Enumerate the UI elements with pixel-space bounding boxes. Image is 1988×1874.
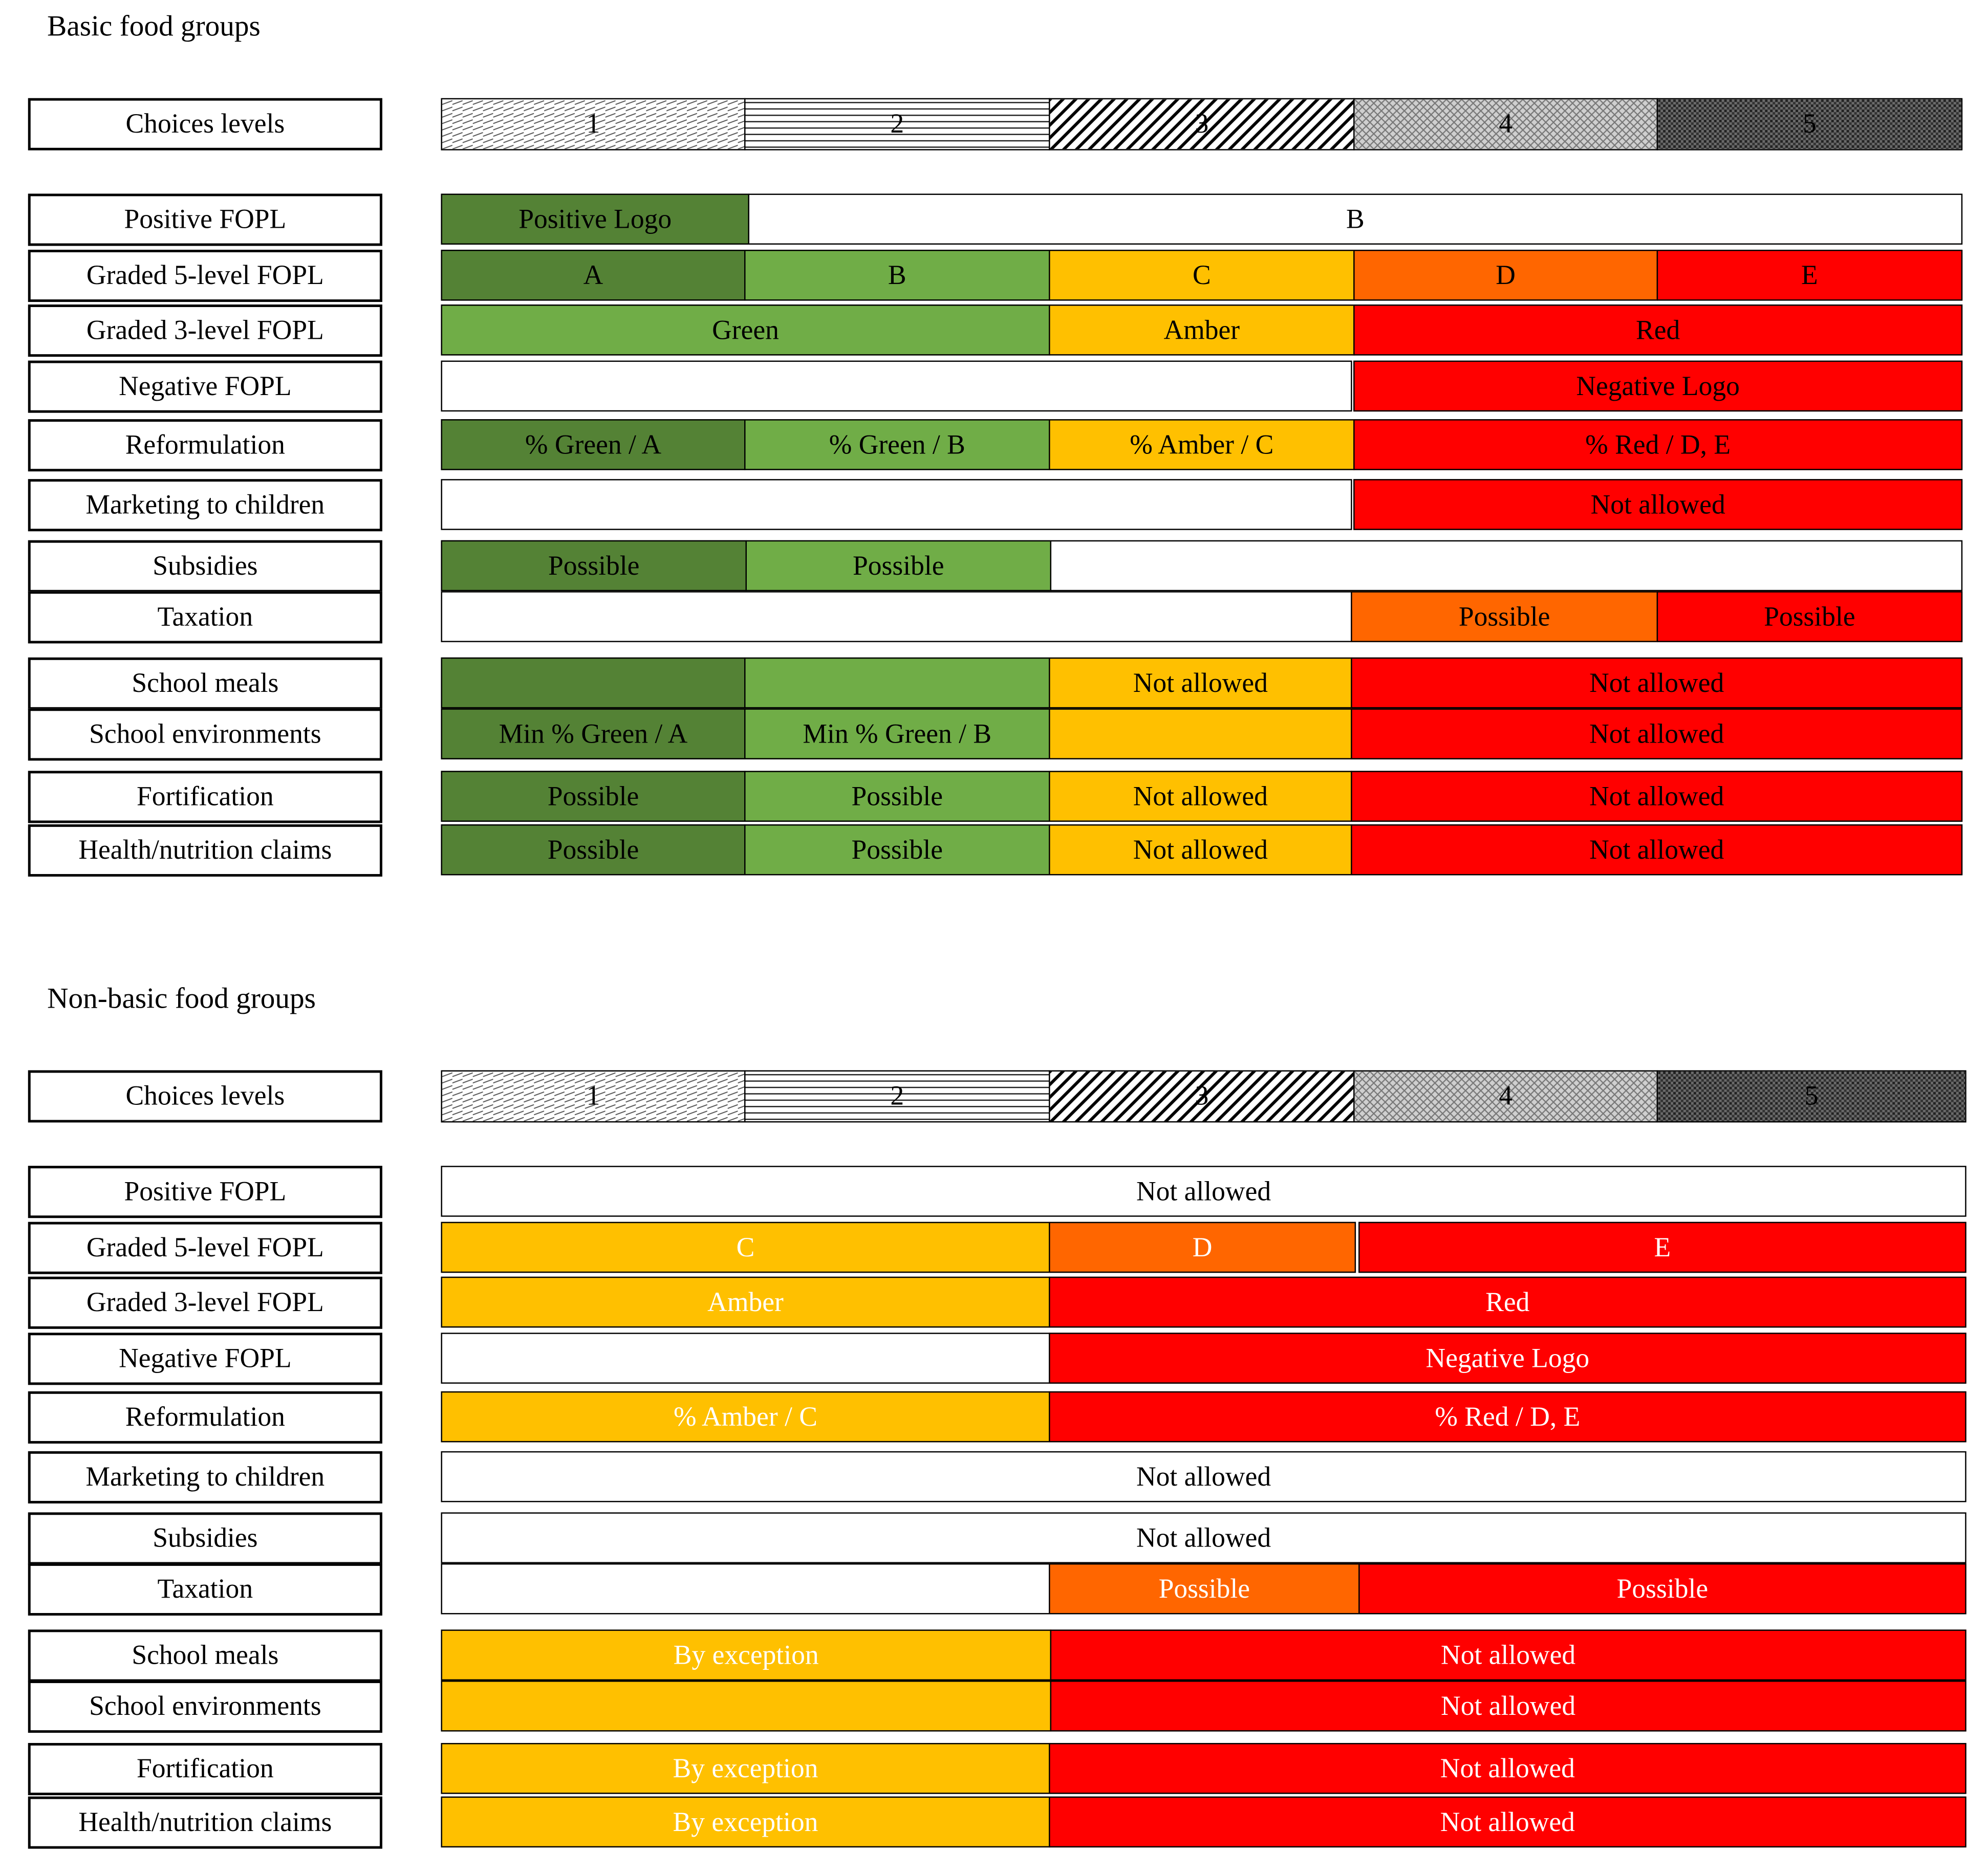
basic-marketing-label: Marketing to children — [28, 479, 382, 531]
basic-school-meals-b — [744, 658, 1050, 709]
basic-positive-fopl-label: Positive FOPL — [28, 193, 382, 246]
basic-graded3-green: Green — [441, 304, 1050, 356]
basic-graded5-c: C — [1049, 250, 1355, 301]
nonbasic-school-env-amber — [441, 1681, 1051, 1732]
basic-negative-fopl-label: Negative FOPL — [28, 361, 382, 413]
basic-graded5-a: A — [441, 250, 745, 301]
basic-positive-logo-cell: Positive Logo — [441, 193, 749, 245]
basic-graded5-d: D — [1353, 250, 1658, 301]
basic-fortification-c: Not allowed — [1049, 771, 1352, 822]
nonbasic-positive-fopl-label: Positive FOPL — [28, 1166, 382, 1218]
basic-school-env-c — [1049, 708, 1352, 759]
nonbasic-negative-logo-cell: Negative Logo — [1049, 1333, 1967, 1384]
nonbasic-graded3-label: Graded 3-level FOPL — [28, 1277, 382, 1329]
nonbasic-reform-amber-c: % Amber / C — [441, 1391, 1050, 1443]
nonbasic-reform-red-de: % Red / D, E — [1049, 1391, 1967, 1443]
basic-marketing-red: Not allowed — [1353, 479, 1962, 530]
basic-level-4: 4 — [1353, 98, 1658, 150]
basic-graded3-red: Red — [1353, 304, 1962, 356]
basic-fortification-label: Fortification — [28, 771, 382, 823]
nonbasic-school-meals-label: School meals — [28, 1629, 382, 1682]
nonbasic-taxation-label: Taxation — [28, 1563, 382, 1616]
nonbasic-taxation-d: Possible — [1049, 1563, 1359, 1615]
nonbasic-graded5-e: E — [1358, 1222, 1967, 1273]
basic-school-env-a: Min % Green / A — [441, 708, 745, 759]
nonbasic-graded5-c: C — [441, 1222, 1050, 1273]
basic-marketing-empty — [441, 479, 1352, 530]
nonbasic-fortification-red: Not allowed — [1049, 1743, 1967, 1794]
nonbasic-subsidies-cell: Not allowed — [441, 1512, 1966, 1563]
basic-graded3-label: Graded 3-level FOPL — [28, 304, 382, 357]
nonbasic-level-4: 4 — [1353, 1070, 1658, 1122]
nonbasic-taxation-e: Possible — [1358, 1563, 1967, 1615]
nonbasic-section-title: Non-basic food groups — [47, 982, 316, 1014]
basic-level-1: 1 — [441, 98, 745, 150]
nonbasic-choices-label: Choices levels — [28, 1070, 382, 1122]
nonbasic-school-meals-amber: By exception — [441, 1629, 1051, 1681]
basic-fortification-red: Not allowed — [1351, 771, 1962, 822]
basic-school-env-red: Not allowed — [1351, 708, 1962, 759]
basic-graded5-label: Graded 5-level FOPL — [28, 250, 382, 302]
nonbasic-fortification-label: Fortification — [28, 1743, 382, 1795]
nonbasic-claims-red: Not allowed — [1049, 1797, 1967, 1848]
nonbasic-graded3-amber: Amber — [441, 1277, 1050, 1328]
nonbasic-taxation-empty — [441, 1563, 1050, 1615]
basic-fortification-a: Possible — [441, 771, 745, 822]
basic-subsidies-empty — [1050, 540, 1963, 592]
nonbasic-positive-cell: Not allowed — [441, 1166, 1966, 1217]
basic-school-meals-c: Not allowed — [1049, 658, 1352, 709]
basic-claims-label: Health/nutrition claims — [28, 824, 382, 877]
basic-level-3: 3 — [1049, 98, 1355, 150]
basic-taxation-e: Possible — [1657, 591, 1963, 642]
basic-taxation-label: Taxation — [28, 591, 382, 643]
basic-level-2: 2 — [744, 98, 1050, 150]
nonbasic-fortification-amber: By exception — [441, 1743, 1050, 1794]
nonbasic-claims-label: Health/nutrition claims — [28, 1797, 382, 1849]
nonbasic-reformulation-label: Reformulation — [28, 1391, 382, 1444]
nonbasic-marketing-cell: Not allowed — [441, 1451, 1966, 1502]
nonbasic-school-meals-red: Not allowed — [1050, 1629, 1967, 1681]
basic-negative-logo-cell: Negative Logo — [1353, 361, 1962, 412]
nonbasic-subsidies-label: Subsidies — [28, 1512, 382, 1564]
basic-fortification-b: Possible — [744, 771, 1050, 822]
basic-subsidies-label: Subsidies — [28, 540, 382, 593]
basic-claims-c: Not allowed — [1049, 824, 1352, 876]
basic-school-meals-a — [441, 658, 745, 709]
nonbasic-level-2: 2 — [744, 1070, 1050, 1122]
nonbasic-graded5-d: D — [1049, 1222, 1356, 1273]
nonbasic-graded5-label: Graded 5-level FOPL — [28, 1222, 382, 1274]
basic-taxation-empty — [441, 591, 1352, 642]
basic-subsidies-a: Possible — [441, 540, 747, 592]
basic-reform-green-b: % Green / B — [744, 419, 1050, 470]
basic-school-env-b: Min % Green / B — [744, 708, 1050, 759]
basic-graded3-amber: Amber — [1049, 304, 1355, 356]
basic-negative-empty — [441, 361, 1352, 412]
basic-school-meals-label: School meals — [28, 658, 382, 710]
nonbasic-marketing-label: Marketing to children — [28, 1451, 382, 1503]
nonbasic-school-env-red: Not allowed — [1050, 1681, 1967, 1732]
basic-claims-b: Possible — [744, 824, 1050, 876]
nonbasic-level-3: 3 — [1049, 1070, 1355, 1122]
basic-claims-a: Possible — [441, 824, 745, 876]
basic-reform-amber-c: % Amber / C — [1049, 419, 1355, 470]
basic-section-title: Basic food groups — [47, 10, 261, 42]
nonbasic-level-5: 5 — [1657, 1070, 1967, 1122]
basic-positive-rest-cell: B — [748, 193, 1962, 245]
basic-graded5-e: E — [1657, 250, 1963, 301]
nonbasic-negative-fopl-label: Negative FOPL — [28, 1333, 382, 1385]
nonbasic-claims-amber: By exception — [441, 1797, 1050, 1848]
basic-graded5-b: B — [744, 250, 1050, 301]
nonbasic-negative-empty — [441, 1333, 1050, 1384]
basic-subsidies-b: Possible — [745, 540, 1051, 592]
basic-level-5: 5 — [1657, 98, 1963, 150]
basic-school-env-label: School environments — [28, 708, 382, 760]
basic-school-meals-red: Not allowed — [1351, 658, 1962, 709]
basic-claims-red: Not allowed — [1351, 824, 1962, 876]
basic-taxation-d: Possible — [1351, 591, 1658, 642]
basic-reformulation-label: Reformulation — [28, 419, 382, 471]
basic-choices-label: Choices levels — [28, 98, 382, 150]
nonbasic-school-env-label: School environments — [28, 1681, 382, 1733]
basic-reform-red-de: % Red / D, E — [1353, 419, 1962, 470]
basic-reform-green-a: % Green / A — [441, 419, 745, 470]
nonbasic-graded3-red: Red — [1049, 1277, 1967, 1328]
nonbasic-level-1: 1 — [441, 1070, 745, 1122]
